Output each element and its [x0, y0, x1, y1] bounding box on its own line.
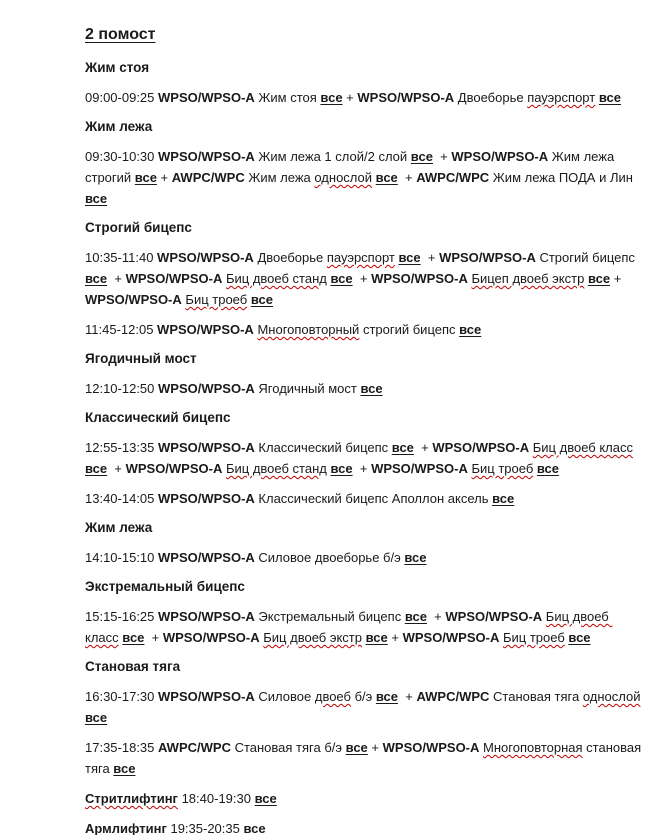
- text-run: Строгий бицепс: [535, 250, 639, 265]
- text-run: +: [144, 630, 163, 645]
- all-marker: все: [398, 250, 421, 265]
- text-run: WPSO/WPSO-A: [157, 322, 254, 337]
- text-run: WPSO/WPSO-A: [125, 461, 223, 476]
- section-heading: Становая тяга: [85, 659, 181, 674]
- text-run: 18:40-19:30: [177, 791, 255, 806]
- text-run: WPSO/WPSO-A: [85, 292, 182, 307]
- schedule-entry: [85, 818, 642, 835]
- section-heading: Жим стоя: [85, 60, 150, 75]
- all-marker: все: [250, 292, 273, 307]
- section-heading: Экстремальный бицепс: [85, 579, 245, 594]
- text-run: Классический бицепс Аполлон аксель: [254, 491, 493, 506]
- all-marker: все: [492, 491, 515, 506]
- all-marker: все: [85, 271, 108, 286]
- schedule-entry: [85, 378, 642, 399]
- text-run: Силовое двоеборье б/э: [254, 550, 405, 565]
- all-marker: все: [85, 191, 108, 206]
- spellcheck-flagged-word: пауэрспорт: [326, 250, 395, 265]
- schedule-entry: [85, 788, 642, 809]
- text-run: AWPC/WPC: [158, 740, 231, 755]
- all-marker: все: [404, 609, 427, 624]
- all-marker: все: [391, 440, 414, 455]
- spellcheck-flagged-word: Армлифтинг: [85, 821, 167, 835]
- text-run: WPSO/WPSO-A: [357, 90, 455, 105]
- all-marker: все: [587, 271, 611, 286]
- all-marker: все: [360, 381, 383, 396]
- text-run: 09:30-10:30: [85, 149, 159, 164]
- text-run: WPSO/WPSO-A: [158, 90, 255, 105]
- spellcheck-flagged-word: двоеб: [314, 689, 351, 704]
- all-marker: все: [134, 170, 157, 185]
- text-run: 15:15-16:25: [85, 609, 159, 624]
- spellcheck-flagged-word: Биц двоеб класс: [85, 609, 613, 645]
- text-run: Жим стоя: [254, 90, 321, 105]
- text-run: Классический бицепс: [254, 440, 392, 455]
- text-run: WPSO/WPSO-A: [371, 271, 468, 286]
- spellcheck-flagged-word: Биц двоеб станд: [225, 271, 327, 286]
- text-run: Ягодичный мост: [254, 381, 361, 396]
- text-run: Двоеборье: [454, 90, 528, 105]
- text-run: WPSO/WPSO-A: [157, 250, 254, 265]
- all-marker: все: [410, 149, 433, 164]
- text-run: Жим лежа строгий: [85, 149, 618, 185]
- spellcheck-flagged-word: Биц троеб: [185, 292, 248, 307]
- text-run: WPSO/WPSO-A: [439, 250, 536, 265]
- spellcheck-flagged-word: Стритлифтинг: [85, 791, 178, 806]
- text-run: 11:45-12:05: [85, 322, 158, 337]
- text-run: 09:00-09:25: [85, 90, 159, 105]
- text-run: Становая тяга б/э: [230, 740, 346, 755]
- text-run: 19:35-20:35: [166, 821, 244, 835]
- spellcheck-flagged-word: Многоповторная: [483, 740, 583, 755]
- text-run: +: [352, 271, 372, 286]
- schedule-entry: [85, 737, 645, 779]
- text-run: WPSO/WPSO-A: [402, 630, 500, 645]
- text-run: 12:55-13:35: [85, 440, 159, 455]
- text-run: +: [342, 90, 358, 105]
- spellcheck-flagged-word: пауэрспорт: [527, 90, 596, 105]
- text-run: +: [156, 170, 172, 185]
- section-heading: Жим лежа: [85, 520, 153, 535]
- text-run: +: [387, 630, 403, 645]
- section-heading: Строгий бицепс: [85, 220, 192, 235]
- schedule-entry: [85, 87, 642, 108]
- text-run: +: [107, 461, 126, 476]
- spellcheck-flagged-word: Биц троеб: [471, 461, 534, 476]
- text-run: Жим лежа 1 слой/2 слой: [254, 149, 411, 164]
- text-run: строгий бицепс: [359, 322, 460, 337]
- text-run: [633, 440, 637, 455]
- text-run: Жим лежа ПОДА и Лин: [489, 170, 637, 185]
- schedule-entry: [85, 686, 642, 728]
- text-run: Двоеборье: [253, 250, 327, 265]
- all-marker: все: [536, 461, 560, 476]
- schedule-entry: [85, 247, 642, 310]
- all-marker: все: [113, 761, 136, 776]
- text-run: б/э: [350, 689, 376, 704]
- text-run: +: [413, 440, 433, 455]
- schedule-entry: [85, 146, 642, 209]
- spellcheck-flagged-word: Биц троеб: [502, 630, 565, 645]
- text-run: 17:35-18:35: [85, 740, 159, 755]
- all-marker: все: [330, 461, 353, 476]
- text-run: Становая тяга: [489, 689, 583, 704]
- text-run: +: [432, 149, 452, 164]
- all-marker: все: [320, 90, 343, 105]
- spellcheck-flagged-word: Многоповторный: [257, 322, 360, 337]
- all-marker: все: [330, 271, 353, 286]
- text-run: WPSO/WPSO-A: [432, 440, 530, 455]
- text-run: WPSO/WPSO-A: [125, 271, 223, 286]
- text-run: WPSO/WPSO-A: [371, 461, 468, 476]
- text-run: WPSO/WPSO-A: [158, 689, 255, 704]
- text-run: WPSO/WPSO-A: [158, 491, 255, 506]
- all-marker: все: [404, 550, 427, 565]
- section-heading: Классический бицепс: [85, 410, 231, 425]
- schedule-content: [85, 58, 645, 835]
- text-run: AWPC/WPC: [171, 170, 245, 185]
- text-run: Экстремальный бицепс: [254, 609, 405, 624]
- all-marker: все: [598, 90, 621, 105]
- text-run: +: [352, 461, 372, 476]
- schedule-entry: [85, 437, 642, 479]
- text-run: AWPC/WPC: [416, 170, 490, 185]
- text-run: +: [420, 250, 440, 265]
- section-heading: Жим лежа: [85, 119, 153, 134]
- text-run: WPSO/WPSO-A: [158, 550, 255, 565]
- text-run: 16:30-17:30: [85, 689, 159, 704]
- text-run: WPSO/WPSO-A: [445, 609, 543, 624]
- all-marker: все: [375, 689, 399, 704]
- text-run: +: [107, 271, 126, 286]
- text-run: WPSO/WPSO-A: [158, 440, 255, 455]
- page-title: 2 помост: [85, 26, 156, 43]
- spellcheck-flagged-word: Бицеп двоеб экстр: [471, 271, 585, 286]
- all-marker: все: [459, 322, 482, 337]
- all-marker: все: [85, 710, 108, 725]
- schedule-entry: [85, 606, 642, 648]
- text-run: +: [397, 170, 417, 185]
- text-run: WPSO/WPSO-A: [162, 630, 260, 645]
- schedule-entry: [85, 488, 642, 509]
- section-heading: Ягодичный мост: [85, 351, 197, 366]
- text-run: WPSO/WPSO-A: [158, 381, 255, 396]
- all-marker: все: [85, 461, 108, 476]
- spellcheck-flagged-word: однослой: [314, 170, 373, 185]
- spellcheck-flagged-word: однослой: [582, 689, 641, 704]
- schedule-entry: [85, 319, 642, 340]
- text-run: AWPC/WPC: [416, 689, 490, 704]
- text-run: +: [398, 689, 417, 704]
- text-run: [640, 689, 644, 704]
- text-run: 12:10-12:50: [85, 381, 159, 396]
- all-marker: все: [365, 630, 388, 645]
- text-run: WPSO/WPSO-A: [451, 149, 549, 164]
- text-run: Силовое: [254, 689, 315, 704]
- spellcheck-flagged-word: Биц двоеб станд: [225, 461, 327, 476]
- text-run: 14:10-15:10: [85, 550, 159, 565]
- text-run: +: [610, 271, 625, 286]
- schedule-entry: [85, 547, 642, 568]
- text-run: 13:40-14:05: [85, 491, 159, 506]
- all-marker: все: [345, 740, 368, 755]
- text-run: 10:35-11:40: [85, 250, 158, 265]
- all-marker: все: [568, 630, 591, 645]
- all-marker: все: [122, 630, 145, 645]
- text-run: WPSO/WPSO-A: [158, 609, 255, 624]
- spellcheck-flagged-word: Биц двоеб класс: [532, 440, 633, 455]
- text-run: WPSO/WPSO-A: [158, 149, 255, 164]
- text-run: WPSO/WPSO-A: [382, 740, 480, 755]
- text-run: становая тяга: [85, 740, 645, 776]
- text-run: +: [367, 740, 383, 755]
- text-run: Жим лежа: [244, 170, 315, 185]
- all-marker: все: [375, 170, 398, 185]
- text-run: +: [426, 609, 446, 624]
- all-marker: все: [243, 821, 266, 835]
- spellcheck-flagged-word: Биц двоеб экстр: [263, 630, 362, 645]
- all-marker: все: [254, 791, 277, 806]
